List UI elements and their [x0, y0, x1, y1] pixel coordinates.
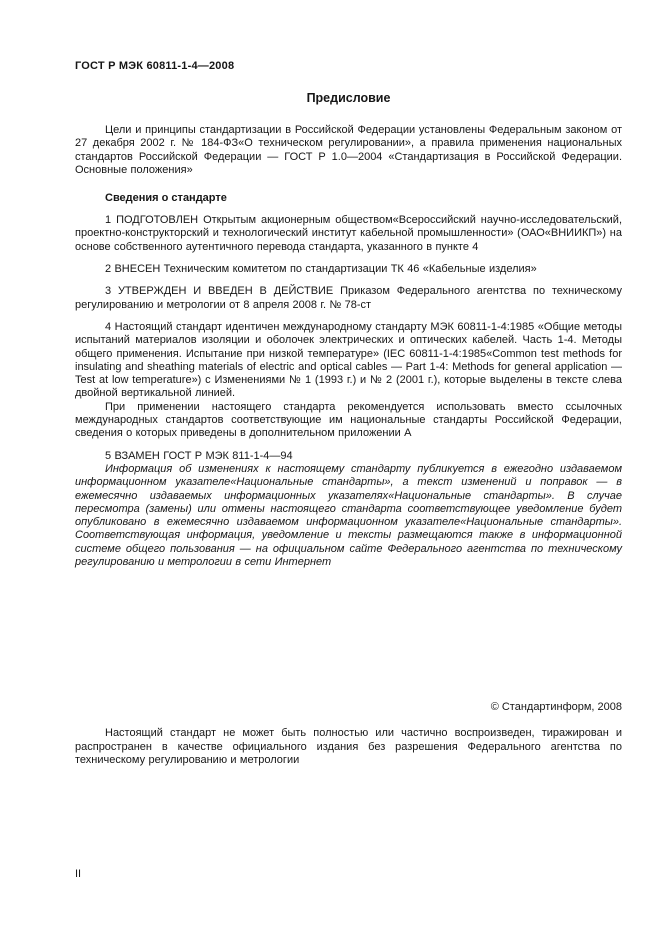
intro-paragraph: Цели и принципы стандартизации в Российской Федерации установлены Федеральным законом от 27 декабря 2002 г. № 184-ФЗ«О техническом регулировании», а правила применения национальных стандартов Российской Федерации — ГОСТ Р 1.0—2004 «Стандартизация в Российской Федерации. Основные положения» — [75, 124, 622, 176]
document-page — [75, 60, 622, 777]
standard-info-item-4: 4 Настоящий стандарт идентичен международному стандарту МЭК 60811-1-4:1985 «Общие методы испытаний материалов изоляции и оболочек электрических и оптических кабелей. Часть 1-4. Методы общего применения. Испытание при низкой температуре» (IEC 60811-1-4:1985«Common test methods for insulating and sheathing materials of electric and optical cables — Part 1-4: Methods for general application — Test at low temperature») с Изменениями № 1 (1993 г.) и № 2 (2001 г.), которые выделены в тексте слева двойной вертикальной линией. — [75, 320, 622, 400]
page-number: II — [75, 868, 82, 880]
section-heading: Сведения о стандарте — [105, 192, 227, 205]
standard-info-item-3: 3 УТВЕРЖДЕН И ВВЕДЕН В ДЕЙСТВИЕ Приказом Федерального агентства по техническому регулированию и метрологии от 8 апреля 2008 г. № 78-ст — [75, 285, 622, 311]
reproduction-restriction-note: Настоящий стандарт не может быть полностью или частично воспроизведен, тиражирован и распространен в качестве официального издания без разрешения Федерального агентства по техническому регулированию и метрологии — [75, 727, 622, 766]
standard-info-item-5: 5 ВЗАМЕН ГОСТ Р МЭК 811-1-4—94 — [105, 449, 293, 462]
standard-info-item-4-note: При применении настоящего стандарта рекомендуется использовать вместо ссылочных международных стандартов соответствующие им национальные стандарты Российской Федерации, сведения о которых приведены в дополнительном приложении А — [75, 400, 622, 440]
standard-designation: ГОСТ Р МЭК 60811-1-4—2008 — [75, 60, 235, 72]
page-title: Предисловие — [306, 91, 391, 105]
publication-note: Информация об изменениях к настоящему стандарту публикуется в ежегодно издаваемом информационном указателе«Национальные стандарты», а текст изменений и поправок — в ежемесячно издаваемых информационных указателях«Национальные стандарты». В случае пересмотра (замены) или отмены настоящего стандарта соответствующее уведомление будет опубликовано в ежемесячно издаваемом информационном указателе«Национальные стандарты». Соответствующая информация, уведомление и тексты размещаются также в информационной системе общего пользования — на официальном сайте Федерального агентства по техническому регулированию и метрологии в сети Интернет — [75, 462, 622, 569]
copyright-notice: © Стандартинформ, 2008 — [490, 701, 622, 714]
standard-info-item-2: 2 ВНЕСЕН Техническим комитетом по стандартизации ТК 46 «Кабельные изделия» — [105, 263, 537, 276]
standard-info-item-1: 1 ПОДГОТОВЛЕН Открытым акционерным обществом«Всероссийский научно-исследовательский, проектно-конструкторский и технологический институт кабельной промышленности» (ОАО«ВНИИКП») на основе собственного аутентичного перевода стандарта, указанного в пункте 4 — [75, 214, 622, 253]
